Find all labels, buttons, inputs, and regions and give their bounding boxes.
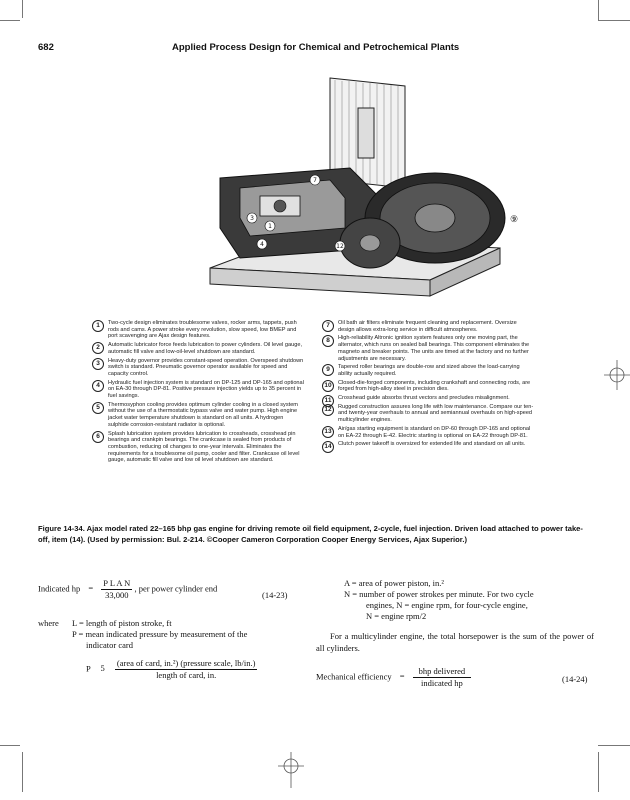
callout-item <box>92 358 304 378</box>
callout-item <box>92 342 304 355</box>
callout-number: 9 <box>322 364 334 376</box>
callout-item <box>92 431 304 465</box>
callout-number: 3 <box>92 358 104 370</box>
eq-numerator: bhp delivered <box>413 666 472 678</box>
crop-mark <box>598 745 630 746</box>
definition-P-cont: indicator card <box>86 640 133 650</box>
eq-equals: = <box>399 671 405 682</box>
eq-fraction <box>115 658 257 681</box>
crop-mark <box>22 0 23 18</box>
callout-item <box>322 404 534 424</box>
definition-L: L = length of piston stroke, ft <box>72 618 172 628</box>
callout-item <box>92 320 304 340</box>
callout-number: 13 <box>322 426 334 438</box>
callout-number: 10 <box>322 380 334 392</box>
eq-fraction <box>413 666 472 689</box>
crop-mark <box>598 752 599 792</box>
eq-fraction <box>101 578 132 601</box>
callout-item <box>92 402 304 429</box>
svg-text:1: 1 <box>268 223 272 230</box>
callout-number: 8 <box>322 335 334 347</box>
definition-N-cont: N = engine rpm/2 <box>366 611 427 621</box>
eq-numerator: P L A N <box>103 578 131 588</box>
callout-number: 1 <box>92 320 104 332</box>
eq-lhs: Mechanical efficiency <box>316 671 392 682</box>
callout-number: 7 <box>322 320 334 332</box>
callout-text: High-reliability Altronic ignition system features only one moving part, the alternator, which runs on sealed ball bearings. This component eliminates the magneto and breaker points. The units are timed at the factory and no further adjustments are necessary. <box>338 335 530 362</box>
callout-item <box>322 364 534 377</box>
eq-lhs: Indicated hp <box>38 583 81 594</box>
callout-item <box>322 335 534 362</box>
callout-text: Automatic lubricator force feeds lubrication to power cylinders. Oil level gauge, automatic fill valve and low-oil-level shutdown are standard. <box>108 342 303 355</box>
definition-P: P = mean indicated pressure by measurement of the <box>72 629 248 639</box>
equation-indicated-hp <box>38 578 217 601</box>
callout-item <box>322 441 534 451</box>
callout-item <box>322 395 534 405</box>
definition-N: N = number of power strokes per minute. For two cycle <box>344 589 534 599</box>
callout-text: Heavy-duty governor provides constant-speed operation. Overspeed shutdown switch is standard. Pneumatic governor operator available for speed and capacity control. <box>108 357 304 377</box>
crop-mark <box>598 0 599 20</box>
callout-text: Air/gas starting equipment is standard on DP-60 through DP-165 and optional on EA-22 through E-42. Electric starting is optional on EA-22 through DP-81. <box>338 425 531 439</box>
figure-callout-marker: ⑨ <box>510 214 519 224</box>
callout-item <box>322 426 534 439</box>
callout-text: Oil bath air filters eliminate frequent cleaning and replacement. Oversize design allows extra-long service in difficult atmospheres. <box>338 320 517 333</box>
equation-number: (14-23) <box>262 590 288 600</box>
callout-text: Hydraulic fuel injection system is standard on DP-125 and DP-165 and optional on EA-30 through DP-81. Positive pressure injection yields up to 35 percent in fuel savings. <box>108 379 304 400</box>
callout-text: Two-cycle design eliminates troublesome valves, rocker arms, tappets, push rods and cams. A power stroke every revolution, slow speed, low BMEP and port scavenging are Ajax design features. <box>108 320 297 340</box>
callout-number: 14 <box>322 441 334 453</box>
crop-mark <box>0 745 20 746</box>
svg-text:4: 4 <box>260 241 264 248</box>
engine-illustration <box>180 68 520 308</box>
svg-text:3: 3 <box>250 215 254 222</box>
equation-mean-pressure <box>86 658 257 681</box>
callout-text: Crosshead guide absorbs thrust vectors and precludes misalignment. <box>338 395 510 402</box>
callout-text: Tapered roller bearings are double-row and sized above the load-carrying ability actually required. <box>338 364 520 377</box>
callout-number: 6 <box>92 431 104 443</box>
eq-equals: = <box>88 583 94 594</box>
definition-N-cont: engines, N = engine rpm, for four-cycle engine, <box>366 600 528 610</box>
definition-A: A = area of power piston, in.² <box>344 578 444 588</box>
eq-denominator: indicated hp <box>421 678 463 688</box>
crop-mark <box>22 752 23 792</box>
paragraph-multicylinder: For a multicylinder engine, the total horsepower is the sum of the power of all cylinders. <box>316 631 594 653</box>
callout-text: Clutch power takeoff is oversized for extended life and standard on all units. <box>338 441 526 448</box>
callout-item <box>92 380 304 400</box>
callout-number: 12 <box>322 404 334 416</box>
eq-lhs: P <box>86 663 91 674</box>
crop-mark <box>0 20 20 21</box>
svg-text:12: 12 <box>336 243 344 250</box>
callout-text: Thermosyphon cooling provides optimum cylinder cooling in a closed system without the use of a thermostatic bypass valve and water pump. High engine jacket water temperature shutdown is standard on all units. A hydrogen sulphide corrosion-resistant radiator is optional. <box>108 401 298 428</box>
eq-numerator: (area of card, in.²) (pressure scale, lb/in.) <box>116 658 256 668</box>
callout-item <box>322 380 534 393</box>
callout-number: 4 <box>92 380 104 392</box>
eq-denominator: 33,000 <box>105 590 129 600</box>
where-label: where <box>38 618 59 628</box>
svg-text:7: 7 <box>313 177 317 184</box>
callout-number: 2 <box>92 342 104 354</box>
callouts-left-column <box>92 320 304 466</box>
callout-number: 5 <box>92 402 104 414</box>
callouts-right-column <box>322 320 534 450</box>
figure-caption: Figure 14-34. Ajax model rated 22–165 bhp gas engine for driving remote oil field equipment, 2-cycle, fuel injection. Driven load attached to power take-off, item (14). (Used by permission: Bul. 2-214. ©Cooper Cameron Corporation Cooper Energy Services, Ajax Superior.) <box>38 524 583 544</box>
running-header-title: Applied Process Design for Chemical and Petrochemical Plants <box>172 42 460 53</box>
eq-suffix: , per power cylinder end <box>134 583 218 594</box>
callout-text: Rugged construction assures long life with low maintenance. Compare our ten- and twenty-year overhauls to annual and semiannual overhauls on high-speed multicylinder engines. <box>338 403 534 424</box>
callout-item <box>322 320 534 333</box>
eq-denominator: length of card, in. <box>156 670 217 680</box>
equation-mechanical-efficiency <box>316 666 471 689</box>
registration-mark-icon <box>278 752 304 788</box>
callout-text: Splash lubrication system provides lubrication to crossheads, crosshead pin bearings and crankpin bearings. The crankcase is sealed from products of combustion, reducing oil changes to one-year intervals. Eliminates the requirements for a troublesome oil pump, cooler and filter. Crankcase oil level gauge, automatic fill valve and low oil level shutdown are standard. <box>108 430 300 464</box>
eq-equals: 5 <box>100 663 105 674</box>
callout-text: Closed-die-forged components, including crankshaft and connecting rods, are forged from high-alloy steel in precision dies. <box>338 379 531 393</box>
crop-mark <box>598 20 630 21</box>
registration-mark-icon <box>604 360 630 390</box>
callout-number: 11 <box>322 395 334 407</box>
equation-number: (14-24) <box>562 674 588 684</box>
page-number: 682 <box>38 42 54 53</box>
